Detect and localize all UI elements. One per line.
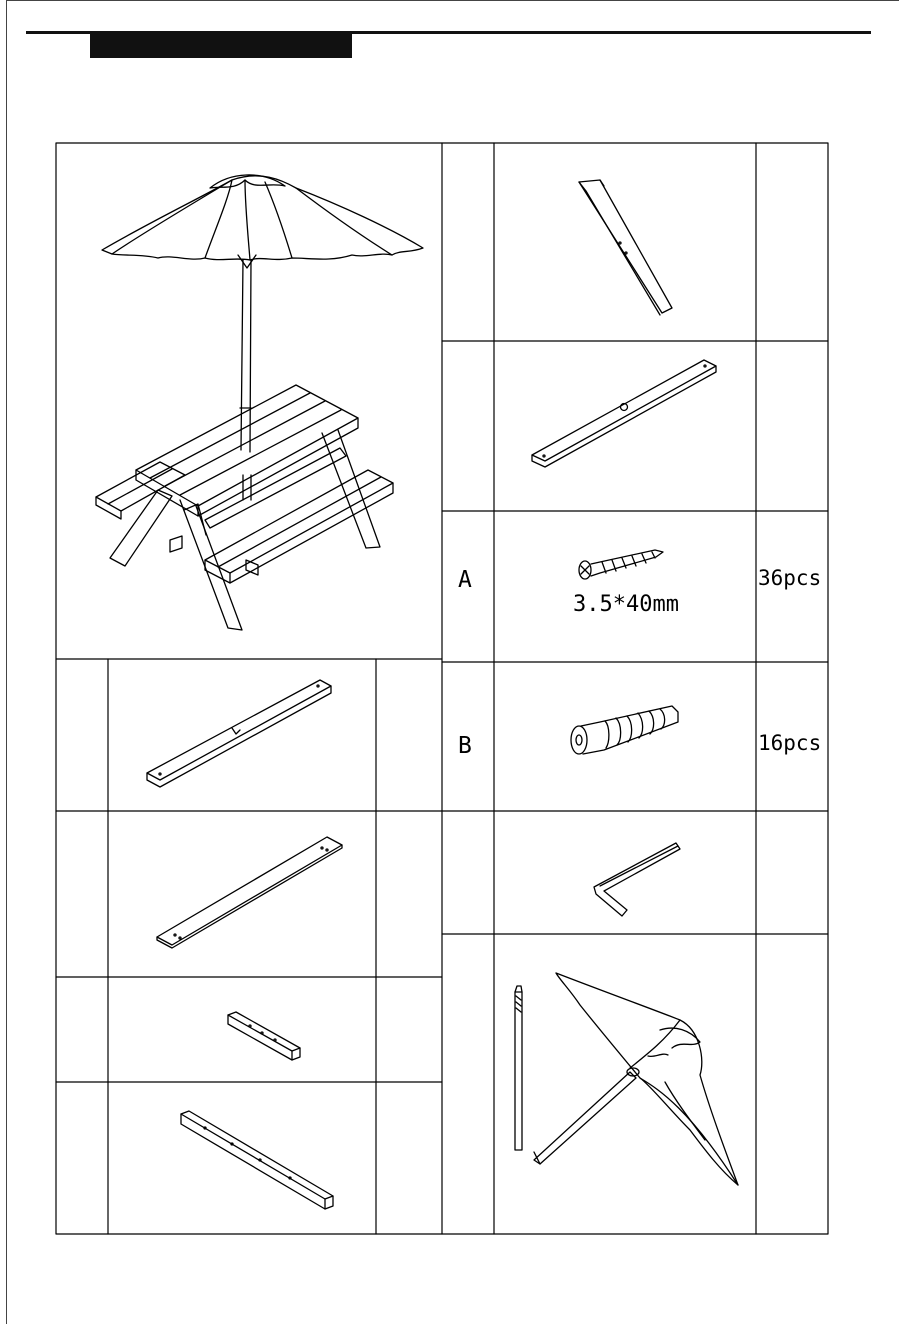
assembled-table-drawing: [96, 175, 423, 630]
part-a-spec: 3.5*40mm: [573, 592, 679, 617]
leg-board-drawing: [579, 180, 672, 315]
part-a-letter: A: [458, 567, 472, 593]
center-board-drawing: [532, 360, 716, 467]
umbrella-parts-drawing: [515, 973, 738, 1185]
allen-key-drawing: [594, 843, 680, 916]
part-b-letter: B: [458, 733, 472, 759]
tabletop-board-notched-drawing: [147, 680, 331, 787]
seat-board-drawing: [157, 837, 342, 948]
part-a-qty: 36pcs: [758, 566, 822, 590]
screw-a-drawing: [579, 550, 663, 579]
long-brace-drawing: [181, 1111, 333, 1209]
bolt-b-drawing: [571, 706, 678, 754]
part-b-qty: 16pcs: [758, 731, 822, 755]
short-brace-drawing: [228, 1012, 300, 1060]
table-grid: [56, 143, 828, 1234]
